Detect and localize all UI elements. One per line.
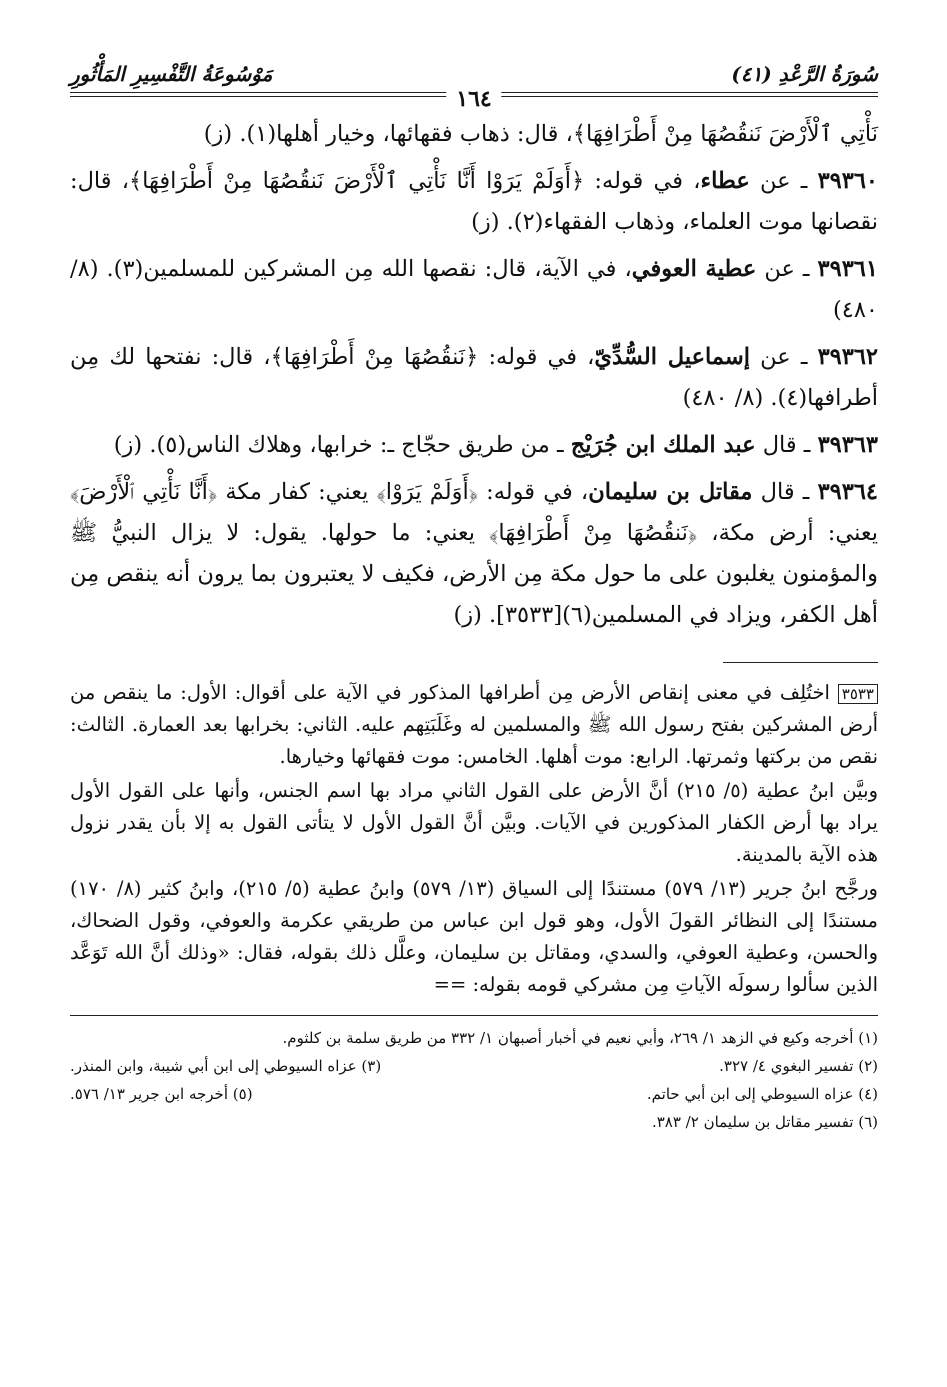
footnote-separator: [70, 1015, 878, 1016]
footnote-4: (٤) عزاه السيوطي إلى ابن أبي حاتم.: [646, 1085, 878, 1103]
book-title: مَوْسُوعَةُ التَّفْسِيرِ المَأْثُورِ: [70, 62, 273, 86]
entry-number: ٣٩٣٦٣: [817, 432, 878, 458]
entry-number: ٣٩٣٦٢: [817, 344, 879, 370]
footnote-6: (٦) تفسير مقاتل بن سليمان ٢/ ٣٨٣.: [651, 1113, 878, 1131]
footnote-1: (١) أخرجه وكيع في الزهد ١/ ٢٦٩، وأبي نعيم في أخبار أصبهان ١/ ٣٣٢ من طريق سلمة بن كلثوم.: [282, 1029, 878, 1047]
entry-39361: ٣٩٣٦١ ـ عن عطية العوفي، في الآية، قال: نقصها الله مِن المشركين للمسلمين(٣). (٨/ ٤٨٠): [70, 256, 878, 323]
entry-39364: ٣٩٣٦٤ ـ قال مقاتل بن سليمان، في قوله: ﴿أَوَلَمْ يَرَوْا﴾ يعني: كفار مكة ﴿أَنَّا نَأْتِي ٱلْأَرْضَ﴾ يعني: أرض مكة، ﴿نَنقُصُهَا مِنْ أَطْرَافِهَا﴾ يعني: ما حولها. يقول: لا يزال النبيُّ ﷺ والمؤمنون يغلبون على ما حول مكة مِن الأرض، فكيف لا يعتبرون بما يرون أنه ينقص مِن أهل الكفر، ويزاد في المسلمين(٦)[٣٥٣٣]. (ز): [70, 479, 878, 628]
note-separator: [723, 662, 878, 663]
commentary-note: [70, 677, 878, 1001]
surah-title: سُورَةُ الرَّعْدِ (٤١): [731, 62, 878, 86]
footnote-5: (٥) أخرجه ابن جرير ١٣/ ٥٧٦.: [70, 1085, 253, 1103]
narrator-name: عطاء: [700, 168, 750, 194]
entry-39360: ٣٩٣٦٠ ـ عن عطاء، في قوله: ﴿أَوَلَمْ يَرَوْا أَنَّا نَأْتِي ٱلْأَرْضَ نَنقُصُهَا مِنْ أَطْرَافِهَا﴾، قال: نقصانها موت العلماء، وذهاب الفقهاء(٢). (ز): [70, 168, 878, 235]
footnote-3: (٣) عزاه السيوطي إلى ابن أبي شيبة، وابن المنذر.: [70, 1057, 382, 1075]
note-paragraph-1: ٣٥٣٣ اختُلِف في معنى إنقاص الأرض مِن أطرافها المذكور في الآية على أقوال: الأول: ما ينقص من أرض المشركين بفتح رسول الله ﷺ والمسلمين له وغَلَبَتِهم عليه. الثاني: بخرابها بعد العمارة. الثالث: نقص من بركتها وثمرتها. الرابع: موت أهلها. الخامس: موت فقهائها وخيارها.: [70, 681, 878, 768]
note-paragraph-3: ورجَّح ابنُ جرير (١٣/ ٥٧٩) مستندًا إلى السياق (١٣/ ٥٧٩) وابنُ عطية (٥/ ٢١٥)، وابنُ كثير (٨/ ١٧٠) مستندًا إلى النظائر القولَ الأول، وهو قول ابن عباس من طريقي عكرمة والعوفي، وقول الضحاك، والحسن، وعطية العوفي، والسدي، ومقاتل بن سليمان، وعلَّل ذلك بقوله، فقال: «وذلك أنَّ الله تَوَعَّد الذين سألوا رسولَه الآياتِ مِن مشركي قومه بقوله: ==: [70, 877, 878, 996]
page-number: ١٦٤: [446, 86, 501, 112]
page: [70, 52, 878, 1136]
narrator-name: مقاتل بن سليمان: [588, 479, 753, 505]
footnotes: [70, 1024, 878, 1136]
narrator-name: عطية العوفي: [631, 256, 757, 282]
note-paragraph-2: وبيَّن ابنُ عطية (٥/ ٢١٥) أنَّ الأرض على القول الثاني مراد بها اسم الجنس، وأنها على القول الأول يراد بها أرض الكفار المذكورين في الآيات. وبيَّن أنَّ القول الأول لا يتأتى القول به إلا بأن يقدر نزول هذه الآية بالمدينة.: [70, 779, 879, 866]
narrator-name: إسماعيل السُّدِّيّ: [594, 344, 751, 370]
main-text: [70, 114, 878, 636]
footnote-2: (٢) تفسير البغوي ٤/ ٣٢٧.: [719, 1057, 878, 1075]
entry-continuation: نَأْتِي ٱلْأَرْضَ نَنقُصُهَا مِنْ أَطْرَافِهَا﴾، قال: ذهاب فقهائها، وخيار أهلها(١). (ز): [203, 121, 878, 147]
entry-39362: ٣٩٣٦٢ ـ عن إسماعيل السُّدِّيّ، في قوله: ﴿نَنقُصُهَا مِنْ أَطْرَافِهَا﴾، قال: نفتحها لك مِن أطرافها(٤). (٨/ ٤٨٠): [70, 344, 879, 411]
entry-number: ٣٩٣٦٠: [817, 168, 878, 194]
note-number-box: ٣٥٣٣: [838, 684, 878, 704]
entry-number: ٣٩٣٦٤: [817, 479, 878, 505]
entry-39363: ٣٩٣٦٣ ـ قال عبد الملك ابن جُرَيْج ـ من طريق حجّاج ـ: خرابها، وهلاك الناس(٥). (ز): [113, 432, 878, 458]
page-header: [70, 52, 878, 114]
entry-number: ٣٩٣٦١: [817, 256, 878, 282]
narrator-name: عبد الملك ابن جُرَيْج: [570, 432, 756, 458]
